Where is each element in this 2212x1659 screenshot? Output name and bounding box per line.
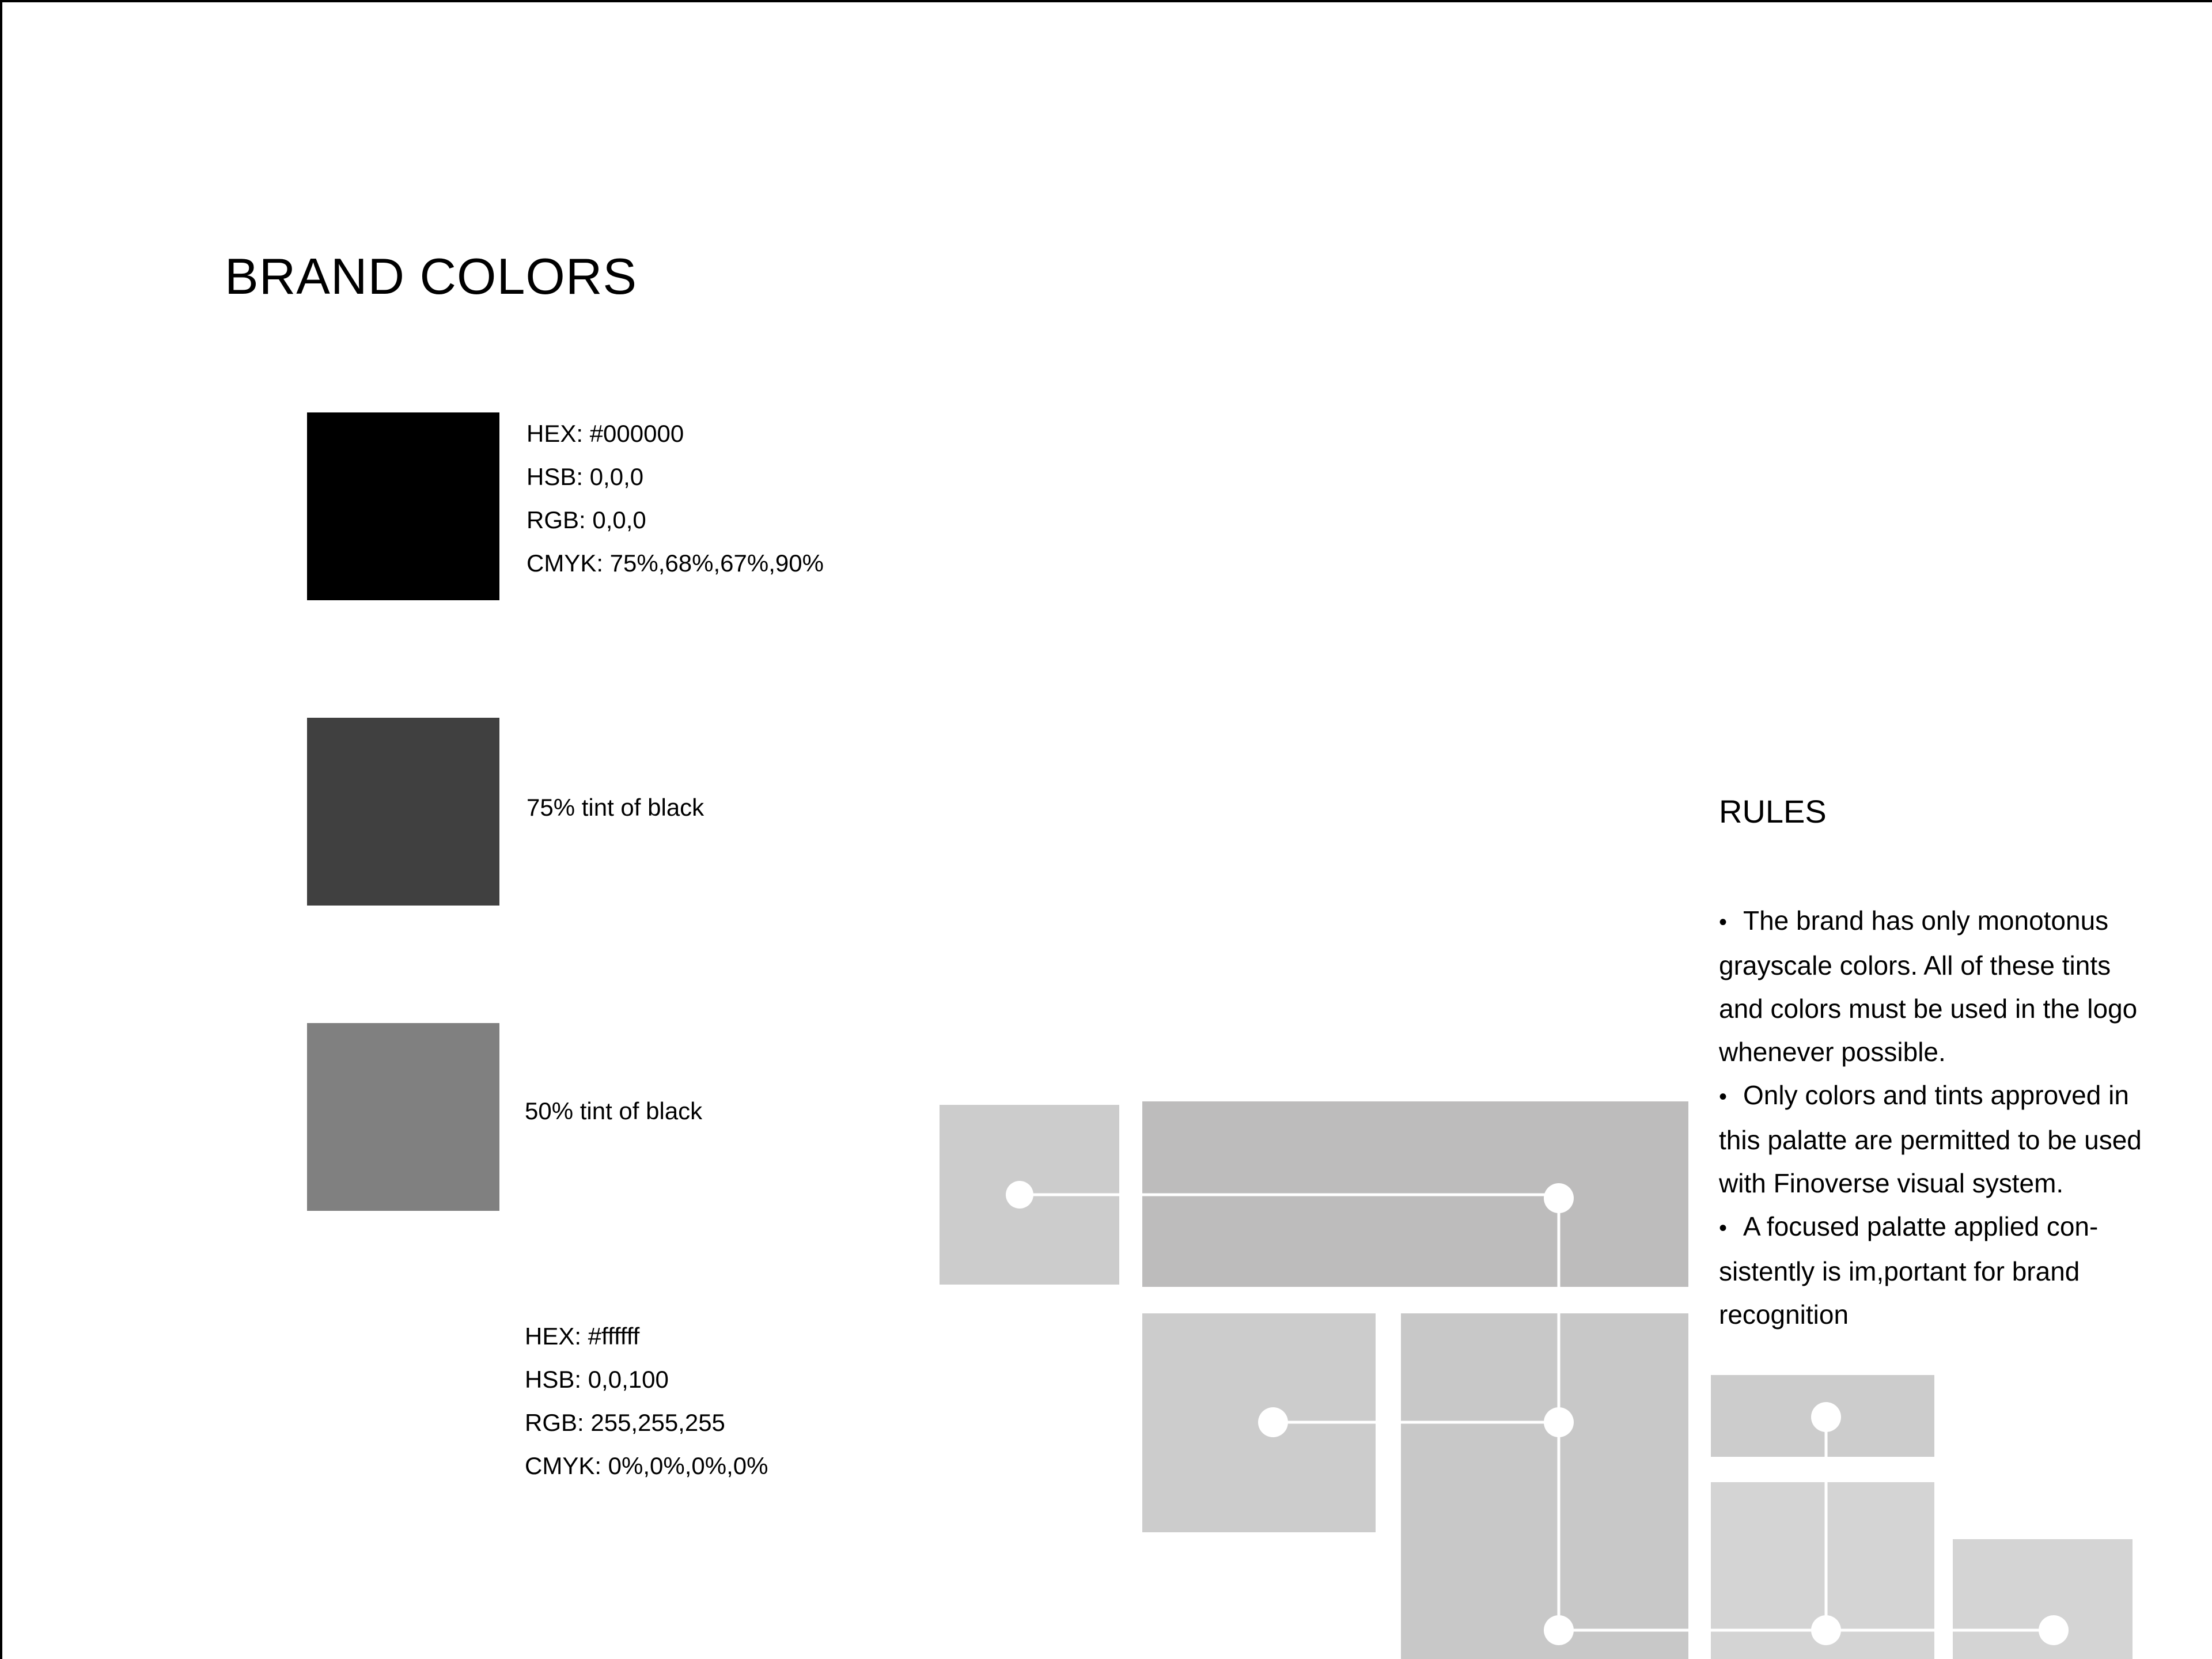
white-hex-value: HEX: #ffffff	[525, 1323, 640, 1350]
rule-text: A focused palatte applied con-sistently is im,portant for brand recognition	[1719, 1211, 2099, 1330]
black-hsb-value: HSB: 0,0,0	[527, 463, 644, 490]
rule-text: Only colors and tints approved in this palatte are permitted to be used with Finoverse visual system.	[1719, 1080, 2142, 1198]
rule-item	[1719, 899, 2145, 1074]
rule-text: The brand has only monotonus grayscale colors. All of these tints and colors must be used in the logo whenever possible.	[1719, 906, 2138, 1067]
black-color-spec	[527, 412, 824, 585]
rules-list	[1719, 899, 2145, 1336]
bullet-icon: •	[1719, 1215, 1728, 1241]
black-swatch	[307, 412, 499, 600]
white-color-spec	[525, 1315, 768, 1487]
tint-75-swatch	[307, 718, 499, 906]
white-cmyk-value: CMYK: 0%,0%,0%,0%	[525, 1452, 768, 1479]
black-hex-value: HEX: #000000	[527, 420, 684, 447]
rules-heading: RULES	[1719, 793, 1827, 830]
black-cmyk-value: CMYK: 75%,68%,67%,90%	[527, 550, 824, 577]
rule-item	[1719, 1205, 2145, 1336]
tint-75-label: 75% tint of black	[527, 794, 704, 821]
black-rgb-value: RGB: 0,0,0	[527, 506, 646, 533]
white-hsb-value: HSB: 0,0,100	[525, 1366, 669, 1393]
page-title: BRAND COLORS	[225, 248, 638, 305]
rule-item	[1719, 1074, 2145, 1205]
bullet-icon: •	[1719, 1084, 1728, 1109]
bullet-icon: •	[1719, 910, 1728, 935]
tint-50-label: 50% tint of black	[525, 1097, 703, 1124]
white-rgb-value: RGB: 255,255,255	[525, 1409, 725, 1436]
tint-50-swatch	[307, 1023, 499, 1211]
